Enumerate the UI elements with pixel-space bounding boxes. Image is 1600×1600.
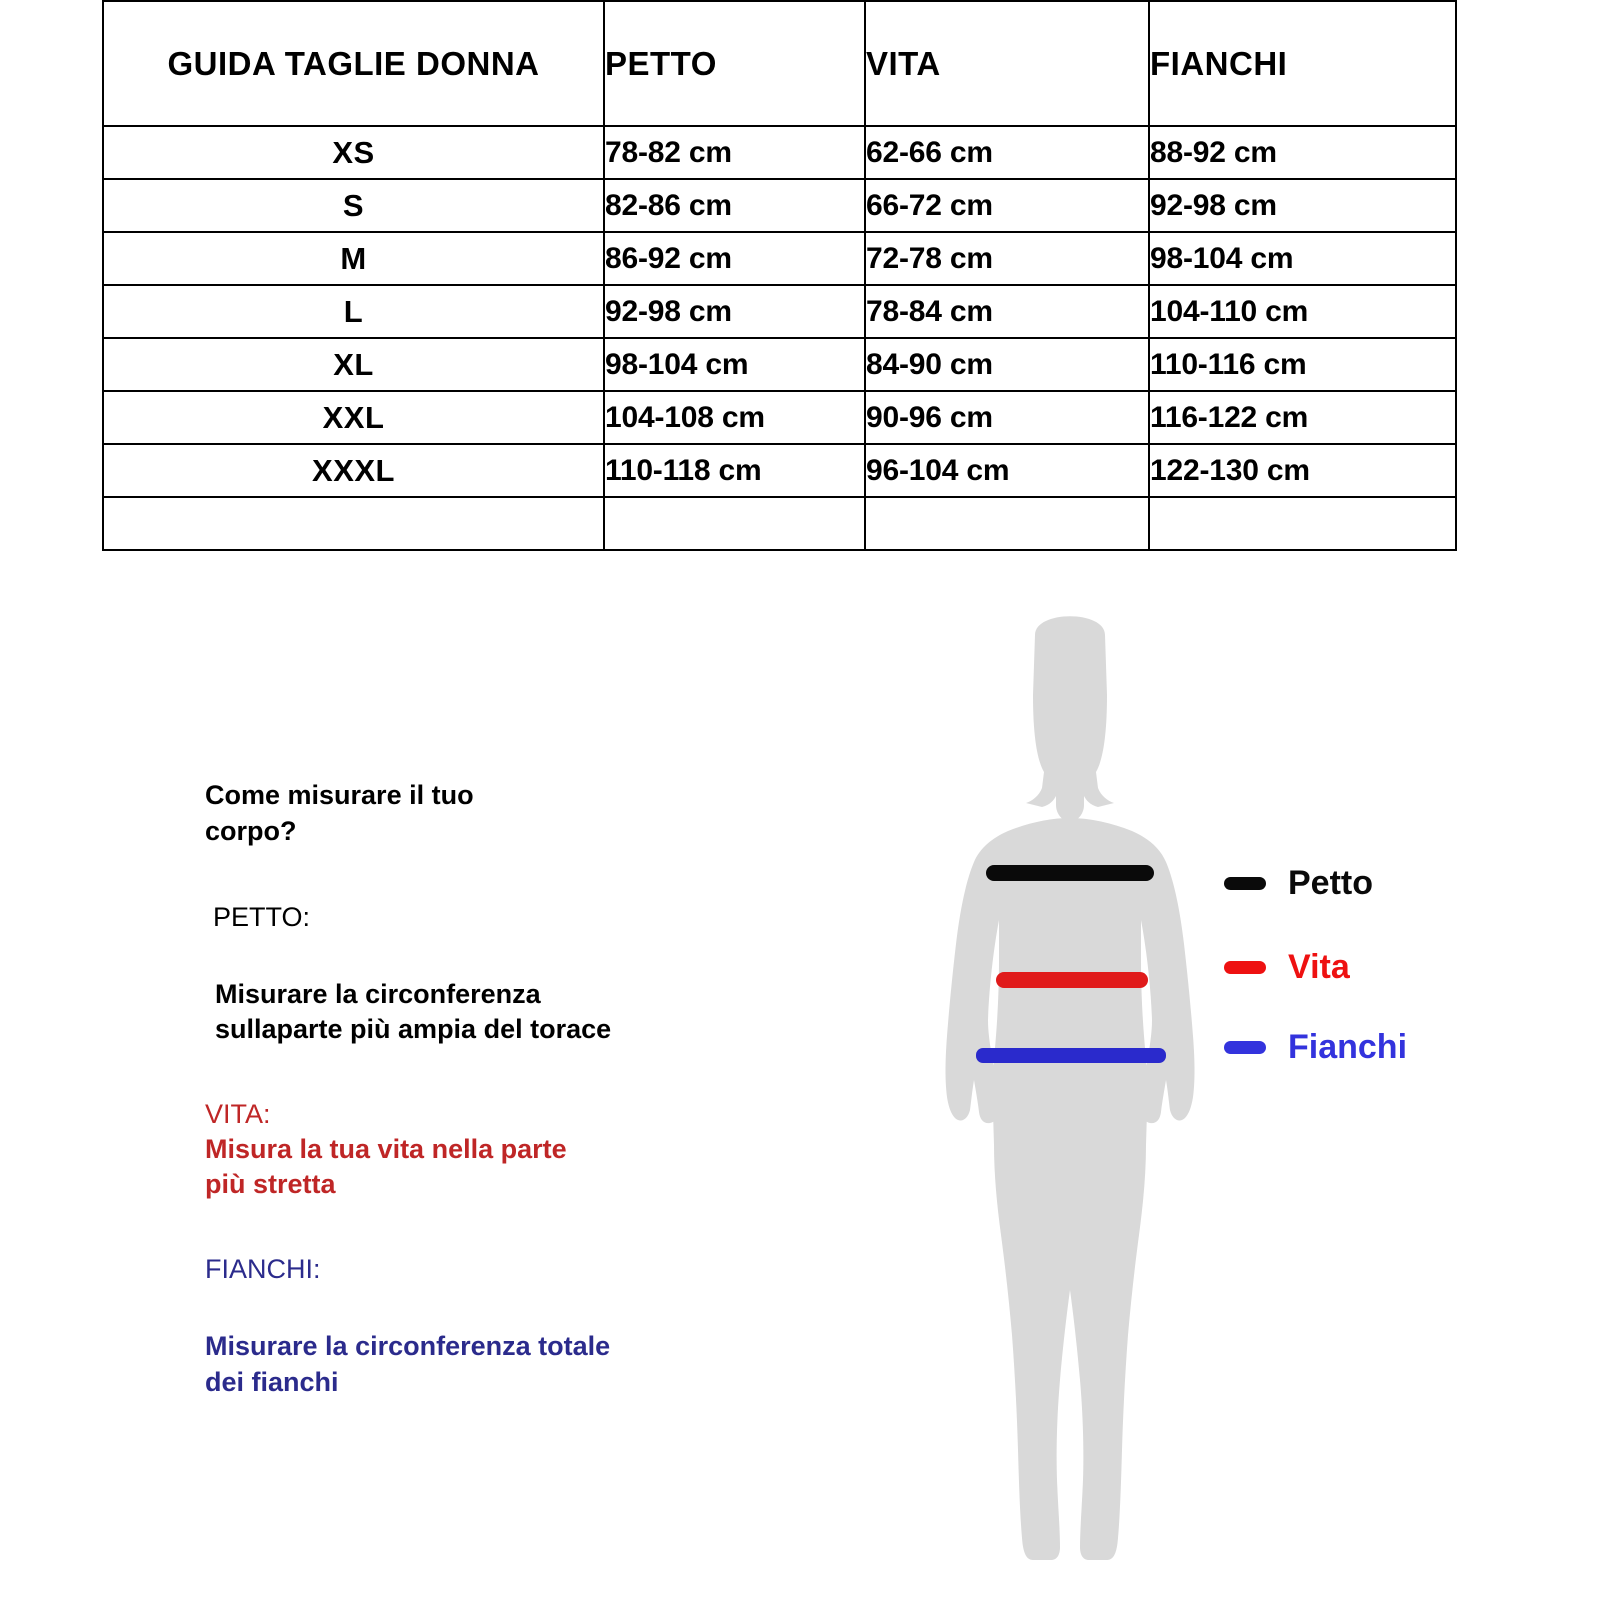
table-row <box>103 179 1456 232</box>
fianchi-heading: FIANCHI: <box>205 1254 321 1285</box>
legend-dash-petto-icon <box>1224 877 1266 890</box>
size-guide-table <box>102 0 1457 551</box>
vita-value: 84-90 cm <box>865 338 1149 391</box>
legend-label-fianchi: Fianchi <box>1288 1028 1408 1066</box>
measuring-instructions <box>205 778 675 1400</box>
size-label: S <box>103 179 604 232</box>
fianchi-value: 88-92 cm <box>1149 126 1456 179</box>
legend-label-vita: Vita <box>1288 948 1350 986</box>
legend-item-vita <box>1224 950 1350 984</box>
table-row <box>103 232 1456 285</box>
vita-instruction <box>205 1097 675 1202</box>
petto-value: 92-98 cm <box>604 285 865 338</box>
petto-body-line-2: sullaparte più ampia del torace <box>215 1014 612 1044</box>
empty-cell <box>103 497 604 550</box>
size-label: L <box>103 285 604 338</box>
petto-instruction <box>205 900 675 1047</box>
question-line-2: corpo? <box>205 815 297 846</box>
petto-value: 104-108 cm <box>604 391 865 444</box>
fianchi-value: 116-122 cm <box>1149 391 1456 444</box>
petto-value: 82-86 cm <box>604 179 865 232</box>
table-row <box>103 391 1456 444</box>
fianchi-value: 92-98 cm <box>1149 179 1456 232</box>
empty-cell <box>604 497 865 550</box>
table-row <box>103 126 1456 179</box>
size-label: XXXL <box>103 444 604 497</box>
petto-value: 98-104 cm <box>604 338 865 391</box>
vita-value: 90-96 cm <box>865 391 1149 444</box>
table-row <box>103 285 1456 338</box>
table-row-empty <box>103 497 1456 550</box>
empty-cell <box>865 497 1149 550</box>
vita-value: 72-78 cm <box>865 232 1149 285</box>
table-header-row <box>103 1 1456 126</box>
vita-value: 96-104 cm <box>865 444 1149 497</box>
body-figure <box>900 600 1240 1590</box>
column-header-petto: PETTO <box>604 1 865 126</box>
size-label: XL <box>103 338 604 391</box>
bust-measurement-band <box>986 865 1154 881</box>
waist-measurement-band <box>996 972 1148 988</box>
vita-body-line-2: più stretta <box>205 1169 336 1200</box>
fianchi-body-line-2: dei fianchi <box>205 1366 339 1397</box>
fianchi-instruction <box>205 1252 675 1399</box>
table-title-cell: GUIDA TAGLIE DONNA <box>103 1 604 126</box>
fianchi-value: 110-116 cm <box>1149 338 1456 391</box>
torso-and-limbs-shape <box>946 818 1195 1560</box>
empty-cell <box>1149 497 1456 550</box>
petto-body-line-1: Misurare la circonferenza <box>215 978 541 1009</box>
spacer <box>205 1047 675 1097</box>
vita-value: 78-84 cm <box>865 285 1149 338</box>
legend-item-petto <box>1224 866 1373 900</box>
petto-value: 110-118 cm <box>604 444 865 497</box>
column-header-vita: VITA <box>865 1 1149 126</box>
fianchi-value: 98-104 cm <box>1149 232 1456 285</box>
fianchi-body-line-1: Misurare la circonferenza totale <box>205 1331 611 1362</box>
how-to-measure-question <box>205 778 675 850</box>
head-shape <box>1026 616 1114 822</box>
vita-value: 66-72 cm <box>865 179 1149 232</box>
size-label: M <box>103 232 604 285</box>
table-row <box>103 338 1456 391</box>
fianchi-value: 104-110 cm <box>1149 285 1456 338</box>
petto-value: 78-82 cm <box>604 126 865 179</box>
female-silhouette-icon <box>900 600 1240 1590</box>
question-line-1: Come misurare il tuo <box>205 780 474 810</box>
spacer <box>205 1287 675 1329</box>
spacer <box>205 850 675 900</box>
column-header-fianchi: FIANCHI <box>1149 1 1456 126</box>
vita-heading: VITA: <box>205 1099 271 1130</box>
hip-measurement-band <box>976 1048 1166 1063</box>
spacer <box>205 935 675 977</box>
table-row <box>103 444 1456 497</box>
vita-body-line-1: Misura la tua vita nella parte <box>205 1134 567 1165</box>
vita-value: 62-66 cm <box>865 126 1149 179</box>
petto-value: 86-92 cm <box>604 232 865 285</box>
legend-dash-fianchi-icon <box>1224 1041 1266 1054</box>
legend-item-fianchi <box>1224 1030 1407 1064</box>
petto-heading: PETTO: <box>213 901 311 932</box>
fianchi-value: 122-130 cm <box>1149 444 1456 497</box>
size-label: XS <box>103 126 604 179</box>
legend-label-petto: Petto <box>1288 864 1373 902</box>
legend-dash-vita-icon <box>1224 961 1266 974</box>
spacer <box>205 1202 675 1252</box>
size-label: XXL <box>103 391 604 444</box>
